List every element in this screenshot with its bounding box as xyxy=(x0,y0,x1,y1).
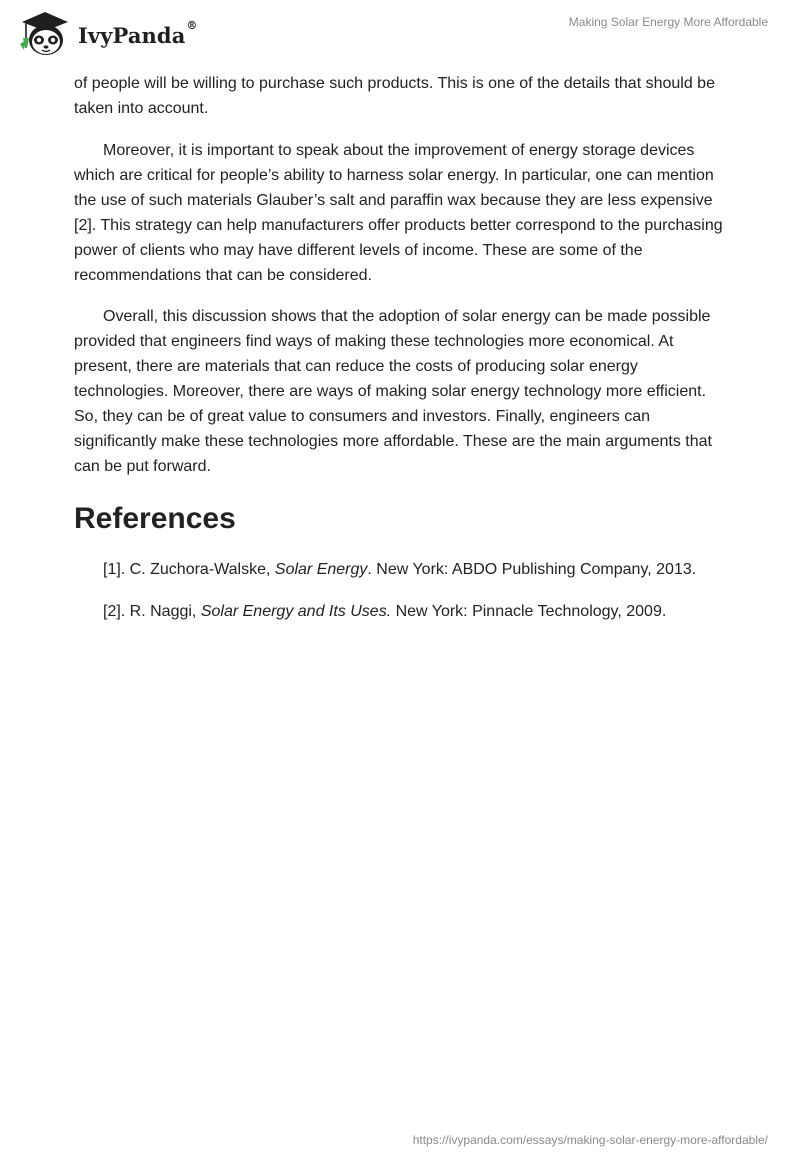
reference-title: Solar Energy xyxy=(274,561,368,578)
brand-name: IvyPanda® xyxy=(78,18,198,48)
paragraph-continuation: of people will be willing to purchase such products. This is one of the details that should be taken into account. xyxy=(74,75,715,117)
panda-logo-icon xyxy=(14,8,76,60)
document-title: Making Solar Energy More Affordable xyxy=(568,15,768,29)
paragraph-energy-storage: Moreover, it is important to speak about the improvement of energy storage devices which are critical for people’s ability to harness solar energy. In particular, one can mention the use of such materials Glauber’s salt and paraffin wax because they are less expensive [2]. This strategy can help manufacturers offer products better correspond to the purchasing power of clients who may have different levels of income. These are some of the recommendations that can be considered. xyxy=(74,142,723,284)
document-body xyxy=(74,71,726,641)
reference-item: [1]. C. Zuchora-Walske, Solar Energy. New York: ABDO Publishing Company, 2013. xyxy=(103,561,697,578)
page-header xyxy=(0,0,800,70)
reference-item: [2]. R. Naggi, Solar Energy and Its Uses. New York: Pinnacle Technology, 2009. xyxy=(103,603,667,620)
brand-logo[interactable] xyxy=(14,8,198,60)
source-url[interactable]: https://ivypanda.com/essays/making-solar-energy-more-affordable/ xyxy=(412,1133,768,1147)
paragraph-conclusion: Overall, this discussion shows that the adoption of solar energy can be made possible provided that engineers find ways of making these technologies more economical. At present, there are materials that can reduce the costs of producing solar energy technologies. Moreover, there are ways of making solar energy technology more efficient. So, they can be of great value to consumers and investors. Finally, engineers can significantly make these technologies more affordable. These are the main arguments that can be put forward. xyxy=(74,308,712,475)
references-heading: References xyxy=(74,502,236,535)
reference-title: Solar Energy and Its Uses. xyxy=(200,603,392,620)
